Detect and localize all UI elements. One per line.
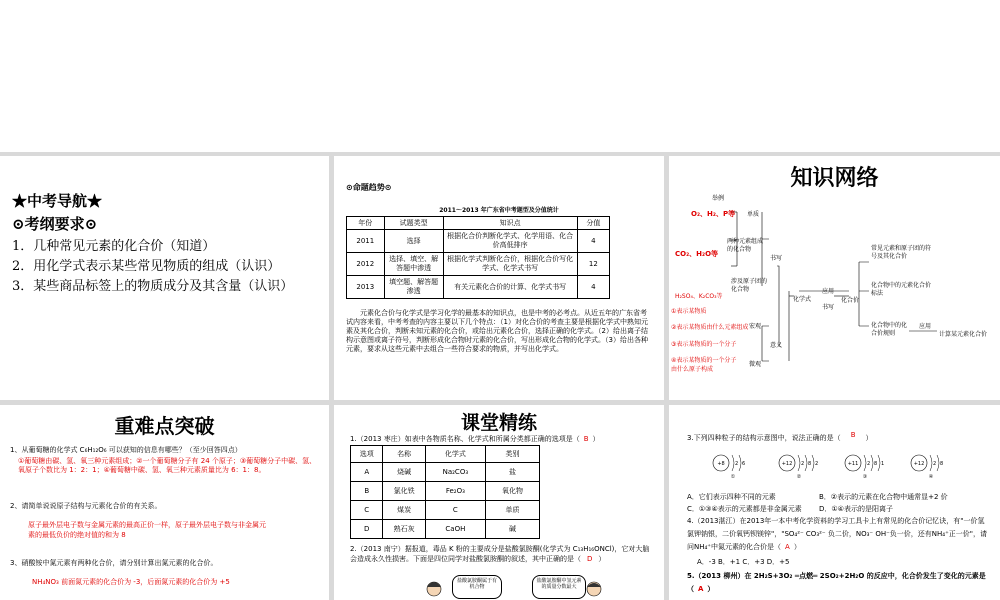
electron-shell bbox=[878, 455, 880, 471]
table-cell: 有关元素化合价的计算、化学式书写 bbox=[443, 276, 577, 299]
syllabus-item: 1．几种常见元素的化合价（知道） bbox=[12, 239, 216, 254]
electron-count: 6 bbox=[742, 461, 746, 467]
electron-count: 8 bbox=[940, 461, 944, 467]
slide-practice-continued[interactable] bbox=[669, 405, 1000, 600]
answer-mark: B bbox=[850, 431, 856, 439]
slide-key-points[interactable] bbox=[0, 405, 329, 600]
table-cell: 2013 bbox=[347, 276, 385, 299]
electron-count: 2 bbox=[735, 461, 739, 467]
table-cell: 选择、填空、解答题中渗透 bbox=[384, 253, 443, 276]
option-d: D．①④表示的是阳离子 bbox=[819, 505, 893, 513]
electron-shell bbox=[864, 455, 866, 471]
question-close: ） bbox=[793, 543, 801, 551]
speech-bubble: 盐酸氯胺酮中氢元素的质量分数最大 bbox=[532, 575, 586, 599]
option-b: B．②表示的元素在化合物中通常显+2 价 bbox=[819, 493, 948, 501]
question-close: ） bbox=[592, 435, 600, 443]
table-cell: 根据化合价判断化学式、化学用语、化合价高低排序 bbox=[443, 230, 577, 253]
table-cell: 烧碱 bbox=[383, 463, 425, 482]
table-header-row bbox=[351, 446, 540, 463]
syllabus-item: 3．某些商品标签上的物质成分及其含量（认识） bbox=[12, 279, 294, 294]
option-c: C．①③④表示的元素都是非金属元素 bbox=[687, 505, 802, 513]
electron-count: 2 bbox=[867, 461, 871, 467]
electron-shell bbox=[937, 455, 939, 471]
practice-question-2 bbox=[350, 544, 650, 564]
net-write2: 书写 bbox=[822, 304, 835, 311]
table-header: 名称 bbox=[383, 446, 425, 463]
net-apply2: 应用 bbox=[919, 323, 932, 330]
stats-table bbox=[346, 216, 610, 299]
keypoint-answer-3: NH₄NO₃ 前面氮元素的化合价为 -3，后面氮元素的化合价为 +5 bbox=[32, 578, 230, 586]
table-row bbox=[351, 520, 540, 539]
slide-trend[interactable] bbox=[334, 156, 664, 400]
atom-label: ② bbox=[796, 474, 802, 479]
table-cell: 2011 bbox=[347, 230, 385, 253]
net-macro: 宏观 bbox=[749, 323, 762, 330]
table-cell: 氯化铁 bbox=[383, 482, 425, 501]
net-two-elements: 两种元素组成的化合物 bbox=[727, 238, 764, 253]
practice-question-4 bbox=[687, 515, 989, 554]
net-example: 举例 bbox=[712, 195, 725, 202]
table-header: 试题类型 bbox=[384, 217, 443, 230]
slide-knowledge-network[interactable] bbox=[669, 156, 1000, 400]
net-apply: 应用 bbox=[822, 288, 835, 295]
table-cell: 4 bbox=[577, 276, 609, 299]
question-text: 2.（2013 南宁）据报道，毒品 K 粉的主要成分是盐酸氯胺酮(化学式为 C₁₃H₁₆ONCl)，它对大脑会造成永久性损害。下面是四位同学对盐酸氯胺酮的叙述，其中正确的是（ bbox=[350, 545, 650, 563]
net-meaning-1: ①表示某物质 bbox=[671, 308, 707, 315]
answer-mark: A bbox=[698, 585, 704, 593]
atom-diagrams bbox=[709, 449, 979, 479]
question-text: 5.（2013 柳州）在 2H₂S+3O₂ ═点燃═ 2SO₂+2H₂O 的反应中，化合价发生了变化的元素是（ bbox=[687, 572, 986, 593]
practice-question-5 bbox=[687, 570, 989, 596]
table-cell: 单质 bbox=[486, 501, 540, 520]
top-blank-area bbox=[0, 0, 1000, 152]
practice-question-1 bbox=[350, 434, 600, 444]
table-cell: 2012 bbox=[347, 253, 385, 276]
electron-count: 2 bbox=[801, 461, 805, 467]
practice-question-3 bbox=[687, 433, 873, 443]
net-formula: 化学式 bbox=[793, 296, 812, 303]
keypoint-question-1: 1、从葡萄糖的化学式 C₆H₁₂O₆ 可以获知的信息有哪些？（至少回答四点） bbox=[10, 446, 242, 454]
question-text: 1.（2013 枣庄）如表中各物质名称、化学式和所属分类都正确的选项是（ bbox=[350, 435, 580, 443]
question-close: ） bbox=[707, 585, 715, 593]
network-title: 知识网络 bbox=[790, 166, 879, 191]
table-cell: C bbox=[351, 501, 383, 520]
table-cell: 碱 bbox=[486, 520, 540, 539]
table-cell: Na₂CO₃ bbox=[425, 463, 485, 482]
table-header: 年份 bbox=[347, 217, 385, 230]
table-cell: CaOH bbox=[425, 520, 485, 539]
trend-paragraph: 元素化合价与化学式是学习化学的最基本的知识点，也是中考的必考点。从近五年的广东省考试内容来看，中考考查的内容主要以下几个特点：（1）对化合价的考查主要是根据化学式中熟知元素及其化合价，判断未知元素的化合价，或给出元素化合价，选择正确的化学式。（2）给出离子结构示意图或离子符号，判断形成化合物时元素的化合价，写出形成化合物的化学式。（3）给出各种元素，要求从这些元素中去组合一些符合要求的物质，并写出化学式。 bbox=[346, 309, 648, 353]
electron-count: 1 bbox=[881, 461, 885, 467]
table-row bbox=[351, 463, 540, 482]
table-header: 选项 bbox=[351, 446, 383, 463]
net-calc: 计算某元素化合价 bbox=[939, 331, 988, 338]
keypoints-title: 重难点突破 bbox=[114, 414, 215, 438]
nucleus-charge: +11 bbox=[847, 461, 859, 467]
atom-label: ④ bbox=[928, 474, 934, 479]
table-cell: 12 bbox=[577, 253, 609, 276]
nucleus-charge: +12 bbox=[913, 461, 925, 467]
net-valence: 化合价 bbox=[841, 297, 860, 304]
question-close: ） bbox=[598, 555, 606, 563]
table-cell: 填空题、解答题渗透 bbox=[384, 276, 443, 299]
question-close: ） bbox=[865, 434, 873, 442]
table-cell: D bbox=[351, 520, 383, 539]
option-a: A．它们表示四种不同的元素 bbox=[687, 493, 776, 501]
electron-shell bbox=[798, 455, 800, 471]
table-row bbox=[351, 482, 540, 501]
question-4-options: A．-3 B．+1 C．+3 D．+5 bbox=[697, 558, 790, 566]
table-cell: 盐 bbox=[486, 463, 540, 482]
answer-table bbox=[350, 445, 540, 539]
net-write: 书写 bbox=[770, 255, 783, 262]
question-text: 3.下列四种粒子的结构示意图中，说法正确的是（ bbox=[687, 434, 841, 442]
table-cell: 根据化学式判断化合价，根据化合价写化学式、化学式书写 bbox=[443, 253, 577, 276]
electron-shell bbox=[732, 455, 734, 471]
electron-shell bbox=[871, 455, 873, 471]
table-cell: 氧化物 bbox=[486, 482, 540, 501]
table-header: 类别 bbox=[486, 446, 540, 463]
nucleus-charge: +8 bbox=[717, 461, 725, 467]
speech-bubble: 盐酸氯胺酮属于有机合物 bbox=[452, 575, 502, 599]
student-figures-icon bbox=[414, 577, 614, 600]
table-row bbox=[347, 276, 610, 299]
electron-shell bbox=[930, 455, 932, 471]
keypoint-answer-2: 原子最外层电子数与金属元素的最高正价一样，原子最外层电子数与非金属元素的最低负价的绝对值的和为 8 bbox=[28, 521, 266, 539]
question-text: 4.（2013湛江）在2013年一本中考化学资料的学习工具卡上有常见的化合价记忆诀，有"一价氢氯钾钠银，二价氧钙钡镁锌"，"SO₄²⁻ CO₃²⁻ 负二价，NO₃⁻ OH⁻负一价，还有NH₄⁺正一价"，请问NH₄⁺中氮元素的化合价是（ bbox=[687, 517, 988, 551]
table-header: 知识点 bbox=[443, 217, 577, 230]
net-meaning: 意义 bbox=[770, 342, 783, 349]
answer-mark: D bbox=[587, 555, 593, 563]
net-meaning-4: ④表示某物质的一个分子由什么原子构成 bbox=[671, 357, 737, 373]
net-compound-elements: 化合物中的元素化合价标法 bbox=[871, 282, 932, 297]
table-cell: Fe₂O₃ bbox=[425, 482, 485, 501]
practice-title: 课堂精练 bbox=[460, 412, 537, 434]
table-cell: B bbox=[351, 482, 383, 501]
keypoint-question-3: 3、硝酸铵中氮元素有两种化合价，请分别计算出氮元素的化合价。 bbox=[10, 559, 218, 567]
electron-count: 2 bbox=[933, 461, 937, 467]
table-title: 2011～2013 年广东省中考题型及分值统计 bbox=[439, 207, 559, 214]
atom-label: ③ bbox=[862, 474, 868, 479]
table-header: 分值 bbox=[577, 217, 609, 230]
atom-label: ① bbox=[730, 474, 736, 479]
net-compounds: CO₂、H₂O等 bbox=[675, 250, 719, 258]
table-cell: 4 bbox=[577, 230, 609, 253]
table-cell: 选择 bbox=[384, 230, 443, 253]
table-cell: A bbox=[351, 463, 383, 482]
table-cell: 熟石灰 bbox=[383, 520, 425, 539]
electron-count: 8 bbox=[874, 461, 878, 467]
answer-mark: B bbox=[583, 435, 589, 443]
answer-mark: A bbox=[785, 543, 790, 551]
electron-count: 2 bbox=[815, 461, 819, 467]
table-header: 化学式 bbox=[425, 446, 485, 463]
net-radical-example: H₂SO₄、K₂CO₃等 bbox=[675, 293, 723, 300]
table-row bbox=[347, 253, 610, 276]
keypoint-answer-1: ①葡萄糖由碳、氢、氧三种元素组成；②一个葡萄糖分子有 24 个原子；③葡萄糖分子中碳、氢、氧原子个数比为 1：2：1；④葡萄糖中碳、氢、氧三种元素质量比为 6：1：8。 bbox=[18, 457, 317, 474]
table-cell: 煤炭 bbox=[383, 501, 425, 520]
guide-heading: ★中考导航★ bbox=[12, 192, 103, 210]
table-cell: C bbox=[425, 501, 485, 520]
slide-practice[interactable] bbox=[334, 405, 664, 600]
electron-shell bbox=[739, 455, 741, 471]
electron-shell bbox=[805, 455, 807, 471]
table-row bbox=[351, 501, 540, 520]
electron-shell bbox=[812, 455, 814, 471]
keypoint-question-2: 2、请简单说说原子结构与元素化合价的有关系。 bbox=[10, 502, 162, 510]
net-common: 常见元素和原子团的符号及其化合价 bbox=[871, 245, 932, 260]
electron-count: 8 bbox=[808, 461, 812, 467]
net-micro: 微观 bbox=[749, 361, 762, 368]
net-meaning-2: ②表示某物质由什么元素组成 bbox=[671, 324, 749, 331]
table-header-row bbox=[347, 217, 610, 230]
net-elements: O₂、H₂、P等 bbox=[691, 210, 736, 218]
syllabus-heading: ⊙考纲要求⊙ bbox=[12, 215, 98, 233]
table-row bbox=[347, 230, 610, 253]
trend-heading: ⊙命题趋势⊙ bbox=[346, 183, 392, 192]
syllabus-item: 2．用化学式表示某些常见物质的组成（认识） bbox=[12, 259, 281, 274]
net-meaning-3: ③表示某物质的一个分子 bbox=[671, 341, 737, 348]
nucleus-charge: +12 bbox=[781, 461, 793, 467]
slide-exam-guide[interactable] bbox=[0, 156, 329, 400]
net-radical: 涉及原子团的化合物 bbox=[731, 278, 768, 293]
net-compound-rule: 化合物中的化合价规则 bbox=[871, 322, 908, 337]
net-single: 单质 bbox=[747, 211, 760, 218]
